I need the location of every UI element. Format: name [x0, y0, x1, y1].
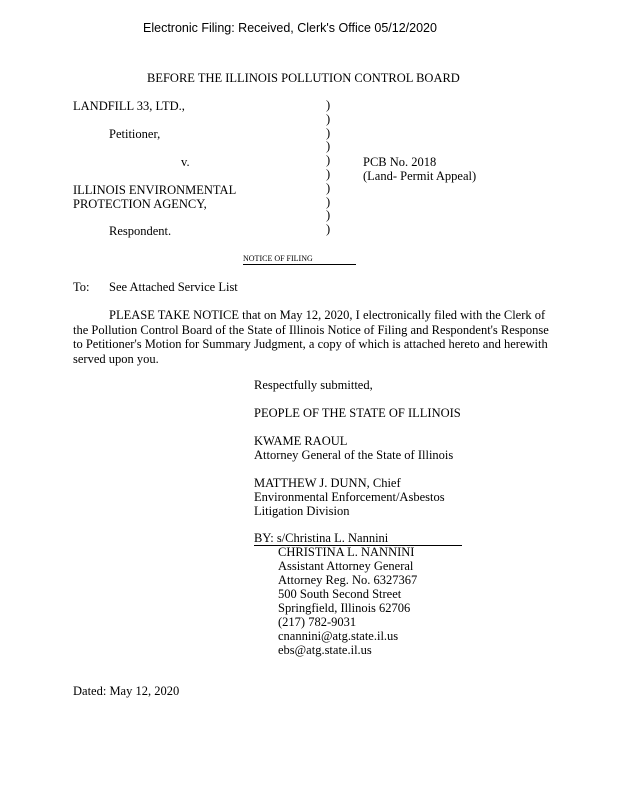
caption-paren: ) [326, 125, 331, 140]
board-heading: BEFORE THE ILLINOIS POLLUTION CONTROL BOARD [147, 71, 460, 85]
respondent-role: Respondent. [109, 224, 172, 238]
chief-name: MATTHEW J. DUNN, Chief [254, 476, 401, 490]
caption-paren: ) [326, 194, 331, 209]
caption-paren: ) [326, 208, 331, 223]
to-value: See Attached Service List [109, 280, 238, 294]
caption-paren: ) [326, 180, 331, 195]
case-number: PCB No. 2018 [363, 155, 437, 169]
respondent-name-line2: PROTECTION AGENCY, [73, 197, 207, 211]
dated-line: Dated: May 12, 2020 [73, 684, 180, 698]
attorney-reg: Attorney Reg. No. 6327367 [278, 573, 418, 587]
phone: (217) 782-9031 [278, 615, 357, 629]
by-line: BY: s/Christina L. Nannini [254, 531, 462, 546]
address-line1: 500 South Second Street [278, 587, 402, 601]
caption-paren: ) [326, 222, 331, 237]
versus-label: v. [181, 155, 190, 169]
email-secondary: ebs@atg.state.il.us [278, 643, 372, 657]
notice-title-wrap [243, 254, 356, 265]
chief-title-line2: Litigation Division [254, 504, 350, 518]
notice-body: PLEASE TAKE NOTICE that on May 12, 2020, I electronically filed with the Clerk of the Pollution Control Board of the State of Illinois Notice of Filing and Respondent's Response to Petitioner's Motion for Summary Judgment, a copy of which is attached hereto and herewith served upon you. [73, 308, 549, 366]
chief-title-line1: Environmental Enforcement/Asbestos [254, 490, 445, 504]
attorney-block [278, 545, 417, 657]
respondent-name-line1: ILLINOIS ENVIRONMENTAL [73, 183, 237, 197]
party-name: PEOPLE OF THE STATE OF ILLINOIS [254, 406, 461, 420]
chief-block [254, 476, 445, 518]
ag-name: KWAME RAOUL [254, 434, 348, 448]
caption-paren: ) [326, 166, 331, 181]
caption-paren: ) [326, 98, 331, 112]
petitioner-name: LANDFILL 33, LTD., [73, 99, 185, 113]
ag-title: Attorney General of the State of Illinois [254, 448, 454, 462]
attorney-title: Assistant Attorney General [278, 559, 414, 573]
address-line2: Springfield, Illinois 62706 [278, 601, 411, 615]
case-type: (Land- Permit Appeal) [363, 169, 477, 183]
caption-paren: ) [326, 111, 331, 126]
email-primary: cnannini@atg.state.il.us [278, 629, 399, 643]
petitioner-role: Petitioner, [109, 127, 161, 141]
caption-parentheses [326, 99, 330, 237]
filing-stamp: Electronic Filing: Received, Clerk's Office 05/12/2020 [143, 21, 437, 35]
caption-paren: ) [326, 153, 331, 168]
attorney-name: CHRISTINA L. NANNINI [278, 545, 415, 559]
by-line-wrap [254, 531, 462, 546]
closing: Respectfully submitted, [254, 378, 373, 392]
attorney-general-block [254, 434, 453, 462]
to-label: To: [73, 280, 90, 294]
caption-paren: ) [326, 139, 331, 154]
notice-title: NOTICE OF FILING [243, 254, 356, 265]
